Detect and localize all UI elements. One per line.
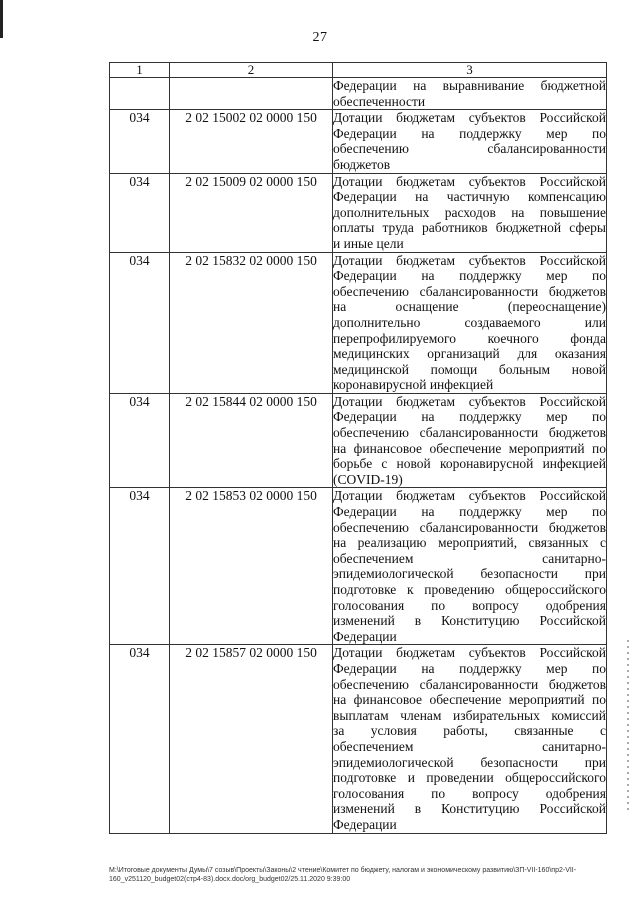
description-line: обеспечению сбалансированности бюджетов [333, 283, 606, 299]
description-line: Федерации [333, 816, 397, 832]
description-line: дополнительно создаваемого или [333, 314, 606, 330]
margin-scan-marks [627, 640, 629, 810]
admin-code-cell: 034 [110, 393, 170, 488]
description-line: бюджетов [333, 156, 391, 172]
table-row [110, 110, 607, 173]
description-line: Дотации бюджетам субъектов Российской [333, 110, 606, 126]
description-line: изменений в Конституцию Российской [333, 801, 606, 817]
column-header-3: 3 [333, 63, 607, 78]
footer-path-line-2: 160_v251120_budget02(стр4-83).docx.doc/org_budget02/25.11.2020 9:39:00 [109, 876, 351, 883]
budget-code-cell: 2 02 15857 02 0000 150 [170, 645, 333, 833]
description-cell [333, 78, 607, 110]
admin-code-cell: 034 [110, 488, 170, 645]
column-header-1: 1 [110, 63, 170, 78]
description-line: обеспечению сбалансированности бюджетов [333, 676, 606, 692]
description-line: обеспечением санитарно- [333, 550, 606, 566]
description-line: Федерации [333, 628, 397, 644]
description-line: на реализацию мероприятий, связанных с [333, 535, 606, 551]
description-line: борьбе с новой коронавирусной инфекцией [333, 456, 606, 472]
description-line: на финансовое обеспечение мероприятий по [333, 692, 606, 708]
admin-code-cell [110, 78, 170, 110]
description-line: Дотации бюджетам субъектов Российской [333, 252, 606, 268]
table-header-row [110, 63, 607, 78]
description-line: обеспечению сбалансированности бюджетов [333, 519, 606, 535]
description-line: голосования по вопросу одобрения [333, 597, 606, 613]
admin-code-cell: 034 [110, 645, 170, 833]
description-line: перепрофилируемого коечного фонда [333, 330, 606, 346]
description-line: эпидемиологической безопасности при [333, 566, 606, 582]
description-line: на финансовое обеспечение мероприятий по [333, 440, 606, 456]
description-line: и иные цели [333, 235, 404, 251]
table-row [110, 393, 607, 488]
description-cell [333, 110, 607, 173]
description-line: медицинской помощи больным новой [333, 361, 606, 377]
description-line: коронавирусной инфекцией [333, 377, 494, 393]
description-line: обеспеченности [333, 93, 426, 109]
budget-code-cell: 2 02 15832 02 0000 150 [170, 252, 333, 393]
description-line: Федерации на выравнивание бюджетной [333, 78, 606, 93]
description-line: за условия работы, связанные с [333, 723, 606, 739]
budget-classification-table [109, 62, 607, 834]
description-line: обеспечением санитарно- [333, 738, 606, 754]
description-line: обеспечению сбалансированности [333, 141, 606, 157]
description-line: Федерации на поддержку мер по [333, 660, 606, 676]
budget-code-cell: 2 02 15002 02 0000 150 [170, 110, 333, 173]
description-line: Федерации на частичную компенсацию [333, 189, 606, 205]
description-line: Дотации бюджетам субъектов Российской [333, 173, 606, 189]
table-row [110, 173, 607, 252]
description-cell [333, 252, 607, 393]
description-cell [333, 173, 607, 252]
description-cell [333, 645, 607, 833]
description-cell [333, 488, 607, 645]
table-row [110, 645, 607, 833]
description-cell [333, 393, 607, 488]
table-row [110, 78, 607, 110]
description-line: оплаты труда работников бюджетной сферы [333, 220, 606, 236]
column-header-2: 2 [170, 63, 333, 78]
admin-code-cell: 034 [110, 173, 170, 252]
description-line: (COVID-19) [333, 471, 403, 487]
description-line: Федерации на поддержку мер по [333, 125, 606, 141]
page-number: 27 [312, 30, 328, 45]
description-line: Дотации бюджетам субъектов Российской [333, 645, 606, 661]
description-line: дополнительных расходов на повышение [333, 204, 606, 220]
admin-code-cell: 034 [110, 252, 170, 393]
description-line: на оснащение (переоснащение) [333, 299, 606, 315]
description-line: Дотации бюджетам субъектов Российской [333, 393, 606, 409]
budget-code-cell: 2 02 15009 02 0000 150 [170, 173, 333, 252]
footer-path-line-1: М:\Итоговые документы Думы\7 созыв\Проекты\Законы\2 чтение\Комитет по бюджету, налогам и экономическому развитию\ЗП-VII-160\пр2-VII- [109, 867, 577, 874]
budget-code-cell: 2 02 15844 02 0000 150 [170, 393, 333, 488]
budget-code-cell [170, 78, 333, 110]
table-body [110, 78, 607, 834]
description-line: Дотации бюджетам субъектов Российской [333, 488, 606, 504]
table-row [110, 252, 607, 393]
description-line: обеспечению сбалансированности бюджетов [333, 425, 606, 441]
description-line: медицинских организаций для оказания [333, 346, 606, 362]
admin-code-cell: 034 [110, 110, 170, 173]
document-path-footer [109, 866, 619, 884]
description-line: подготовке к проведению общероссийского [333, 582, 606, 597]
description-line: голосования по вопросу одобрения [333, 785, 606, 801]
description-line: изменений в Конституцию Российской [333, 613, 606, 629]
description-line: Федерации на поддержку мер по [333, 409, 606, 425]
table-row [110, 488, 607, 645]
description-line: эпидемиологической безопасности при [333, 754, 606, 770]
description-line: Федерации на поддержку мер по [333, 504, 606, 520]
budget-code-cell: 2 02 15853 02 0000 150 [170, 488, 333, 645]
description-line: выплатам членам избирательных комиссий [333, 707, 606, 723]
description-line: Федерации на поддержку мер по [333, 268, 606, 284]
description-line: подготовке и проведении общероссийского [333, 770, 606, 786]
